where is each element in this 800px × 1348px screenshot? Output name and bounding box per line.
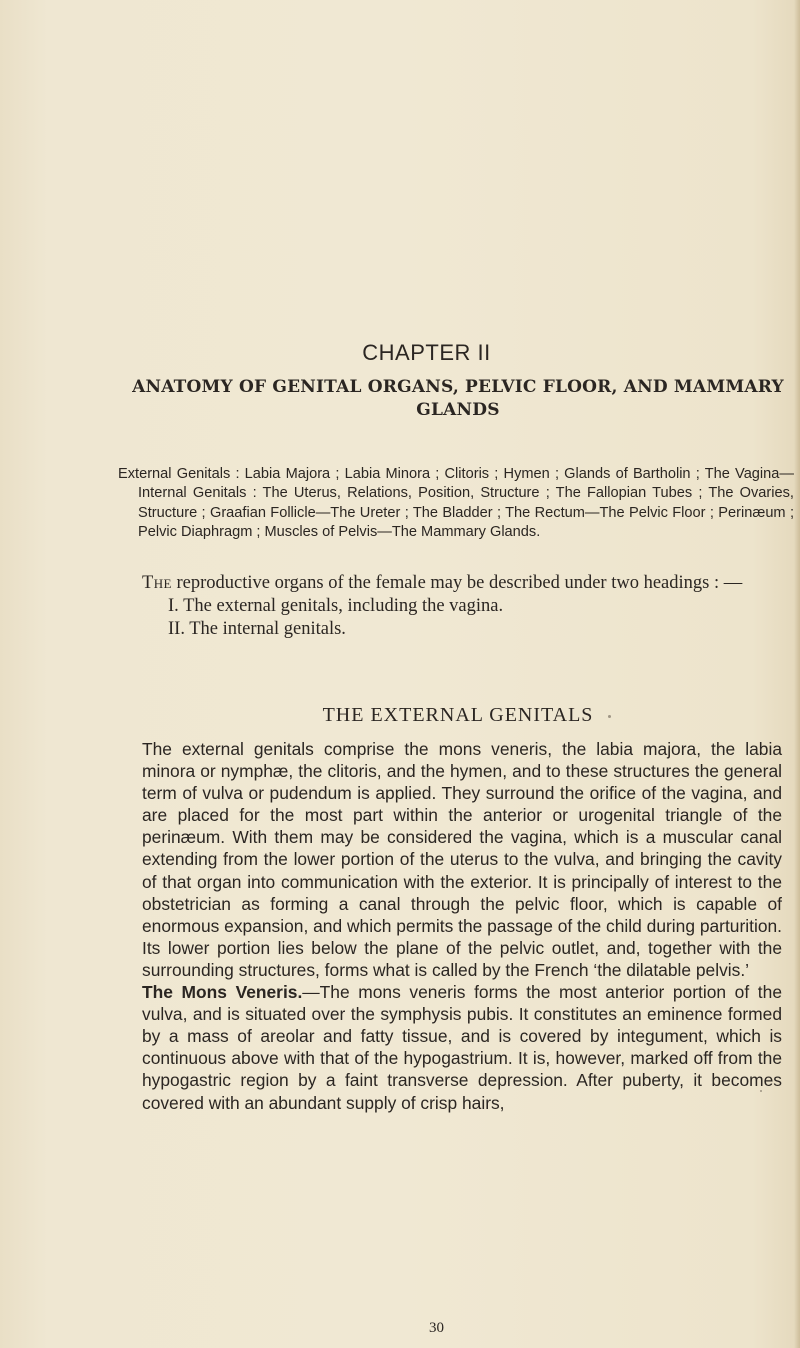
section-body	[142, 738, 782, 1114]
intro-sentence	[142, 572, 782, 595]
paper-speck	[608, 715, 611, 718]
page-number: 30	[429, 1320, 444, 1336]
intro-block	[142, 572, 782, 641]
intro-heading-item: I. The external genitals, including the vagina.	[168, 596, 504, 616]
section-heading: THE EXTERNAL GENITALS	[322, 704, 594, 726]
body-paragraph	[142, 981, 782, 1114]
chapter-synopsis: External Genitals : Labia Majora ; Labia Minora ; Clitoris ; Hymen ; Glands of Bartholin ; The Vagina—Internal Genitals : The Uterus, Relations, Position, Structure ; The Fallopian Tubes ; The Ovaries, Structure ; Graafian Follicle—The Ureter ; The Bladder ; The Rectum—The Pelvic Floor ; Perinæum ; Pelvic Diaphragm ; Muscles of Pelvis—The Mammary Glands.	[118, 466, 794, 541]
intro-sentence-text: reproductive organs of the female may be described under two headings : —	[176, 573, 743, 593]
intro-heading-item: II. The internal genitals.	[168, 619, 346, 639]
page-edge-shadow	[794, 0, 800, 1348]
paper-speck	[760, 1090, 762, 1092]
intro-first-word: The	[142, 573, 172, 593]
body-paragraph-text: —The mons veneris forms the most anterior portion of the vulva, and is situated over the symphysis pubis. It constitutes an eminence formed by a mass of areolar and fatty tissue, and is covered by integument, which is continuous above with that of the hypogastrium. It is, however, marked off from the hypogastric region by a faint transverse depression. After puberty, it becomes covered with an abundant supply of crisp hairs,	[142, 982, 782, 1113]
chapter-label: CHAPTER II	[362, 340, 491, 365]
run-in-heading: The Mons Veneris.	[142, 982, 303, 1003]
body-paragraph: The external genitals comprise the mons veneris, the labia majora, the labia minora or nymphæ, the clitoris, and the hymen, and to these structures the general term of vulva or pudendum is applied. They surround the orifice of the vagina, and are placed for the most part within the anterior or urogenital triangle of the perinæum. With them may be considered the vagina, which is a muscular canal extending from the lower portion of the uterus to the vulva, and bringing the cavity of that organ into communication with the exterior. It is principally of interest to the obstetrician as forming a canal through the pelvic floor, which is capable of enormous expansion, and which permits the passage of the child during parturition. Its lower portion lies below the plane of the pelvic outlet, and, together with the surrounding structures, forms what is called by the French ‘the dilatable pelvis.’	[142, 739, 782, 980]
chapter-title: ANATOMY OF GENITAL ORGANS, PELVIC FLOOR, AND MAMMARY GLANDS	[132, 377, 784, 420]
